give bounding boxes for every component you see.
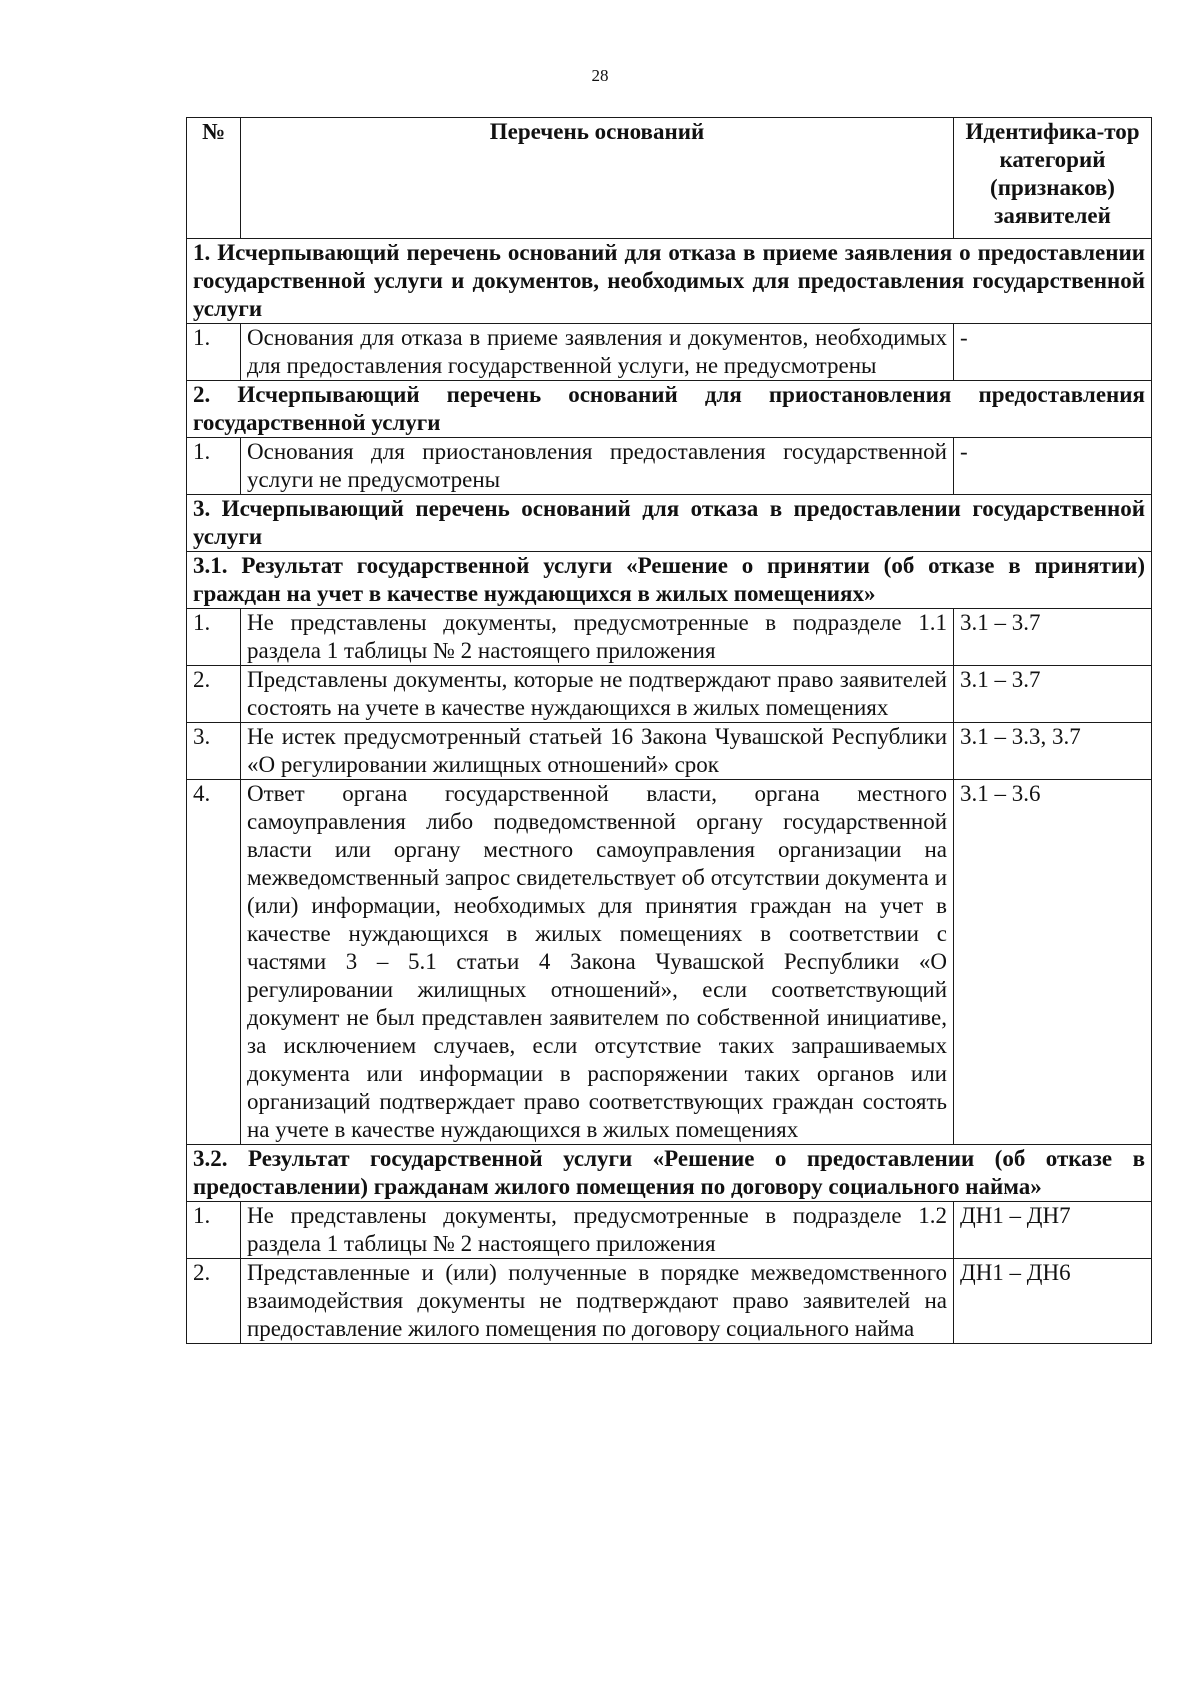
section-2-heading: 2. Исчерпывающий перечень оснований для приостановления предоставления государственной услуги: [187, 381, 1152, 438]
row-identifier: 3.1 – 3.3, 3.7: [954, 723, 1152, 780]
row-text: Не представлены документы, предусмотренные в подразделе 1.2 раздела 1 таблицы № 2 настоящего приложения: [241, 1202, 954, 1259]
header-identifier: Идентифика-тор категорий (признаков) заявителей: [954, 118, 1152, 239]
row-identifier: 3.1 – 3.7: [954, 609, 1152, 666]
row-text: Основания для отказа в приеме заявления и документов, необходимых для предоставления государственной услуги, не предусмотрены: [241, 324, 954, 381]
table-row: [187, 324, 1152, 381]
row-num: 2.: [187, 1259, 241, 1344]
section-3-1-heading: 3.1. Результат государственной услуги «Решение о принятии (об отказе в принятии) граждан на учет в качестве нуждающихся в жилых помещениях»: [187, 552, 1152, 609]
row-num: 1.: [187, 324, 241, 381]
row-identifier: ДН1 – ДН6: [954, 1259, 1152, 1344]
row-identifier: 3.1 – 3.7: [954, 666, 1152, 723]
row-num: 1.: [187, 1202, 241, 1259]
row-identifier: -: [954, 324, 1152, 381]
row-text: Ответ органа государственной власти, органа местного самоуправления либо подведомственной органу государственной власти или органу местного самоуправления организации на межведомственный запрос свидетельствует об отсутствии документа и (или) информации, необходимых для принятия граждан на учет в качестве нуждающихся в жилых помещениях в соответствии с частями 3 – 5.1 статьи 4 Закона Чувашской Республики «О регулировании жилищных отношений», если соответствующий документ не был представлен заявителем по собственной инициативе, за исключением случаев, если отсутствие таких запрашиваемых документа или информации в распоряжении таких органов или организаций подтверждает право соответствующих граждан состоять на учете в качестве нуждающихся в жилых помещениях: [241, 780, 954, 1145]
section-heading-row: [187, 239, 1152, 324]
section-heading-row: [187, 552, 1152, 609]
row-identifier: 3.1 – 3.6: [954, 780, 1152, 1145]
row-text: Не представлены документы, предусмотренные в подразделе 1.1 раздела 1 таблицы № 2 настоящего приложения: [241, 609, 954, 666]
header-num: №: [187, 118, 241, 239]
row-text: Основания для приостановления предоставления государственной услуги не предусмотрены: [241, 438, 954, 495]
table-row: [187, 1202, 1152, 1259]
table-row: [187, 438, 1152, 495]
table-row: [187, 780, 1152, 1145]
row-text: Не истек предусмотренный статьей 16 Закона Чувашской Республики «О регулировании жилищных отношений» срок: [241, 723, 954, 780]
row-text: Представленные и (или) полученные в порядке межведомственного взаимодействия документы не подтверждают право заявителей на предоставление жилого помещения по договору социального найма: [241, 1259, 954, 1344]
row-identifier: -: [954, 438, 1152, 495]
row-num: 4.: [187, 780, 241, 1145]
section-3-heading: 3. Исчерпывающий перечень оснований для отказа в предоставлении государственной услуги: [187, 495, 1152, 552]
table-row: [187, 1259, 1152, 1344]
row-num: 1.: [187, 609, 241, 666]
row-text: Представлены документы, которые не подтверждают право заявителей состоять на учете в качестве нуждающихся в жилых помещениях: [241, 666, 954, 723]
row-identifier: ДН1 – ДН7: [954, 1202, 1152, 1259]
table-header-row: [187, 118, 1152, 239]
row-num: 1.: [187, 438, 241, 495]
row-num: 2.: [187, 666, 241, 723]
section-heading-row: [187, 495, 1152, 552]
row-num: 3.: [187, 723, 241, 780]
table-row: [187, 723, 1152, 780]
section-3-2-heading: 3.2. Результат государственной услуги «Решение о предоставлении (об отказе в предоставлении) гражданам жилого помещения по договору социального найма»: [187, 1145, 1152, 1202]
grounds-table: [186, 117, 1152, 1344]
page-number: 28: [591, 66, 609, 85]
table-row: [187, 609, 1152, 666]
section-heading-row: [187, 381, 1152, 438]
section-1-heading: 1. Исчерпывающий перечень оснований для отказа в приеме заявления о предоставлении государственной услуги и документов, необходимых для предоставления государственной услуги: [187, 239, 1152, 324]
table-row: [187, 666, 1152, 723]
header-title: Перечень оснований: [241, 118, 954, 239]
section-heading-row: [187, 1145, 1152, 1202]
